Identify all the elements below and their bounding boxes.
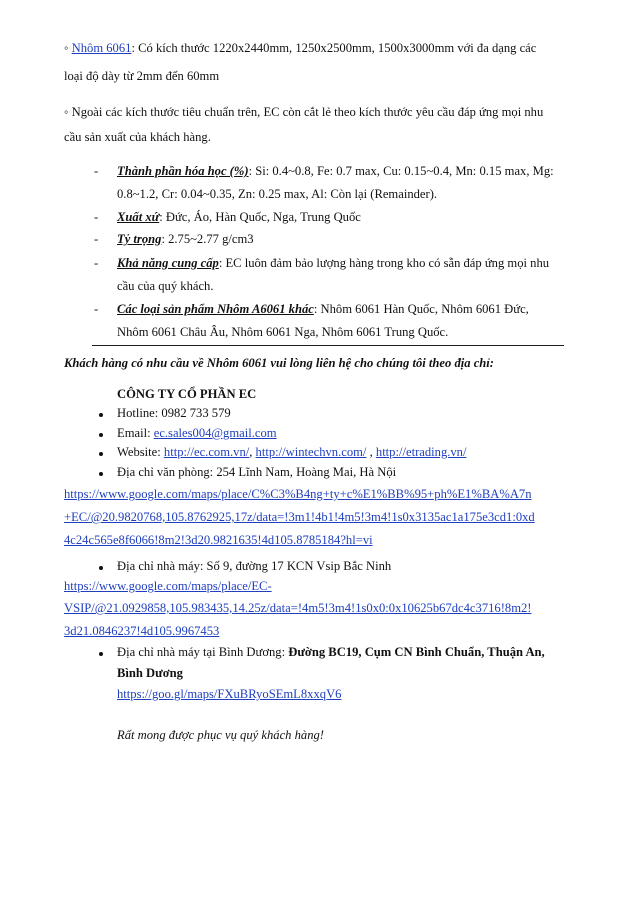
dash-bullet: - bbox=[94, 232, 99, 246]
factory-address: Địa chỉ nhà máy: Số 9, đường 17 KCN Vsip Bắc Ninh bbox=[117, 559, 392, 573]
binh-duong-province: Bình Dương bbox=[117, 666, 183, 680]
dash-bullet: - bbox=[94, 210, 99, 224]
bullet-dot bbox=[99, 652, 103, 656]
hotline: Hotline: 0982 733 579 bbox=[117, 406, 231, 420]
factory-map-link-line1[interactable]: https://www.google.com/maps/place/EC- bbox=[64, 579, 272, 593]
contact-heading: Khách hàng có nhu cầu về Nhôm 6061 vui lòng liên hệ cho chúng tôi theo địa chỉ: bbox=[64, 356, 494, 370]
binh-duong-address bbox=[117, 645, 545, 660]
bullet-dot bbox=[99, 472, 103, 476]
website-separator: , bbox=[249, 445, 256, 459]
origin-text: : Đức, Áo, Hàn Quốc, Nga, Trung Quốc bbox=[159, 210, 361, 224]
density-text: : 2.75~2.77 g/cm3 bbox=[161, 232, 254, 246]
dash-bullet: - bbox=[94, 164, 99, 178]
supply-item bbox=[117, 256, 549, 271]
website-link-etrading[interactable]: http://etrading.vn/ bbox=[375, 445, 467, 459]
closing-message: Rất mong được phục vụ quý khách hàng! bbox=[117, 728, 324, 742]
office-map-link-line2[interactable]: +EC/@20.9820768,105.8762925,17z/data=!3m1!4b1!4m5!3m4!1s0x3135ac1a175e3cd1:0xd bbox=[64, 510, 535, 524]
size-paragraph bbox=[64, 41, 562, 56]
binh-duong-map-link[interactable]: https://goo.gl/maps/FXuBRyoSEmL8xxqV6 bbox=[117, 687, 342, 701]
section-divider bbox=[92, 345, 564, 346]
composition-text: : Si: 0.4~0.8, Fe: 0.7 max, Cu: 0.15~0.4, Mn: 0.15 max, Mg: bbox=[248, 164, 554, 178]
cutting-text: Ngoài các kích thước tiêu chuẩn trên, EC còn cắt lẻ theo kích thước yêu cầu đáp ứng mọi nhu bbox=[68, 105, 544, 119]
size-text-continued: loại độ dày từ 2mm đến 60mm bbox=[64, 69, 220, 83]
binh-duong-street: Đường BC19, Cụm CN Bình Chuẩn, Thuận An, bbox=[288, 645, 545, 659]
products-label: Các loại sản phẩm Nhôm A6061 khác bbox=[117, 302, 314, 316]
products-item bbox=[117, 302, 529, 317]
composition-label: Thành phần hóa học (%) bbox=[117, 164, 249, 178]
supply-text-continued: cầu của quý khách. bbox=[117, 279, 214, 293]
website-label: Website: bbox=[117, 445, 164, 459]
nhom-6061-link[interactable]: Nhôm 6061 bbox=[71, 41, 132, 55]
circle-bullet: ◦ bbox=[64, 41, 69, 55]
factory-map-link-line2[interactable]: VSIP/@21.0929858,105.983435,14.25z/data=!4m5!3m4!1s0x0:0x10625b67dc4c3716!8m2! bbox=[64, 601, 532, 615]
website-separator: , bbox=[366, 445, 376, 459]
products-text: : Nhôm 6061 Hàn Quốc, Nhôm 6061 Đức, bbox=[313, 302, 529, 316]
office-map-link-line3[interactable]: 4c24c565e8f6066!8m2!3d20.9821635!4d105.8785184?hl=vi bbox=[64, 533, 373, 547]
email-link[interactable]: ec.sales004@gmail.com bbox=[153, 426, 277, 440]
dash-bullet: - bbox=[94, 256, 99, 270]
office-address: Địa chỉ văn phòng: 254 Lĩnh Nam, Hoàng Mai, Hà Nội bbox=[117, 465, 397, 479]
bullet-dot bbox=[99, 566, 103, 570]
website-link-wintech[interactable]: http://wintechvn.com/ bbox=[255, 445, 367, 459]
bullet-dot bbox=[99, 433, 103, 437]
origin-item bbox=[117, 210, 361, 225]
composition-item bbox=[117, 164, 554, 179]
website-row bbox=[117, 445, 466, 460]
website-link-ec[interactable]: http://ec.com.vn/ bbox=[163, 445, 250, 459]
binh-duong-label: Địa chỉ nhà máy tại Bình Dương: bbox=[117, 645, 289, 659]
supply-label: Khả năng cung cấp bbox=[117, 256, 219, 270]
products-text-continued: Nhôm 6061 Châu Âu, Nhôm 6061 Nga, Nhôm 6061 Trung Quốc. bbox=[117, 325, 449, 339]
circle-bullet: ◦ bbox=[64, 105, 69, 119]
email-row bbox=[117, 426, 277, 441]
bullet-dot bbox=[99, 452, 103, 456]
dash-bullet: - bbox=[94, 302, 99, 316]
density-label: Tỷ trọng bbox=[117, 232, 162, 246]
supply-text: : EC luôn đảm bảo lượng hàng trong kho có sẵn đáp ứng mọi nhu bbox=[218, 256, 550, 270]
density-item bbox=[117, 232, 254, 247]
company-name: CÔNG TY CỔ PHẦN EC bbox=[117, 387, 257, 401]
bullet-dot bbox=[99, 413, 103, 417]
origin-label: Xuất xứ bbox=[117, 210, 160, 224]
cutting-paragraph bbox=[64, 105, 543, 120]
composition-text-continued: 0.8~1.2, Cr: 0.04~0.35, Zn: 0.25 max, Al: Còn lại (Remainder). bbox=[117, 187, 438, 201]
cutting-text-continued: cầu sản xuất của khách hàng. bbox=[64, 130, 211, 144]
size-text: : Có kích thước 1220x2440mm, 1250x2500mm, 1500x3000mm với đa dạng các bbox=[131, 41, 537, 55]
factory-map-link-line3[interactable]: 3d21.0846237!4d105.9967453 bbox=[64, 624, 220, 638]
email-label: Email: bbox=[117, 426, 154, 440]
office-map-link-line1[interactable]: https://www.google.com/maps/place/C%C3%B4ng+ty+c%E1%BB%95+ph%E1%BA%A7n bbox=[64, 487, 532, 501]
